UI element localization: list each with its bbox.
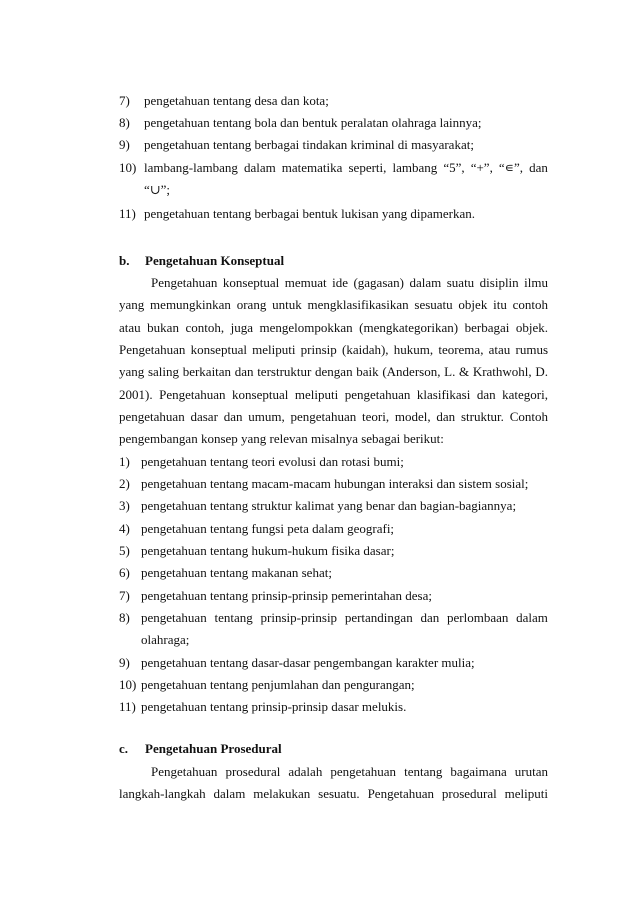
list-number: 3): [119, 498, 130, 513]
list-text: olahraga;: [141, 632, 190, 647]
list-text: “∪”;: [144, 182, 171, 197]
section-title: Pengetahuan Konseptual: [145, 253, 285, 268]
list-number: 9): [119, 137, 130, 152]
list-number: 7): [119, 588, 130, 603]
list-text: [144, 160, 548, 176]
list-number: 8): [119, 610, 130, 625]
word: pertandingan: [344, 610, 413, 625]
word: “+”,: [470, 160, 493, 175]
section-title: Pengetahuan Prosedural: [145, 741, 282, 756]
list-text: pengetahuan tentang berbagai tindakan kriminal di masyarakat;: [144, 137, 474, 152]
word: lambang: [392, 160, 438, 175]
paragraph-line: 2001). Pengetahuan konseptual meliputi pengetahuan klasifikasi dan kategori,: [119, 387, 548, 402]
list-number: 6): [119, 565, 130, 580]
list-text: pengetahuan tentang penjumlahan dan pengurangan;: [141, 677, 415, 692]
paragraph-line: pengetahuan dasar dan umum, pengetahuan teori, model, dan struktur. Contoh: [119, 409, 548, 424]
list-number: 9): [119, 655, 130, 670]
word: perlombaan: [447, 610, 509, 625]
word: pengetahuan: [141, 610, 207, 625]
word: matematika: [281, 160, 343, 175]
list-number: 10): [119, 160, 137, 175]
list-text: pengetahuan tentang desa dan kota;: [144, 93, 329, 108]
word: dan: [529, 160, 548, 175]
paragraph-line: yang memungkinkan orang untuk mengklasifikasikan sesuatu objek itu contoh: [119, 297, 548, 312]
list-number: 5): [119, 543, 130, 558]
list-text: pengetahuan tentang hukum-hukum fisika dasar;: [141, 543, 395, 558]
list-text: pengetahuan tentang prinsip-prinsip dasar melukis.: [141, 699, 407, 714]
list-text: pengetahuan tentang fungsi peta dalam geografi;: [141, 521, 395, 536]
list-number: 4): [119, 521, 130, 536]
list-number: 7): [119, 93, 130, 108]
list-text: pengetahuan tentang teori evolusi dan rotasi bumi;: [141, 454, 404, 469]
paragraph-line: atau bukan contoh, juga mengelompokkan (mengkategorikan) berbagai objek.: [119, 320, 548, 335]
word: prinsip-prinsip: [260, 610, 338, 625]
list-text: pengetahuan tentang struktur kalimat yang benar dan bagian-bagiannya;: [141, 498, 517, 513]
word: tentang: [214, 610, 253, 625]
word: “5”,: [443, 160, 465, 175]
list-text: pengetahuan tentang prinsip-prinsip pemerintahan desa;: [141, 588, 432, 603]
paragraph-line: Pengetahuan konseptual meliputi prinsip (kaidah), hukum, teorema, atau rumus: [119, 342, 548, 357]
word: dalam: [516, 610, 548, 625]
list-number: 2): [119, 476, 130, 491]
list-text: pengetahuan tentang bola dan bentuk peralatan olahraga lainnya;: [144, 115, 482, 130]
section-letter: b.: [119, 253, 130, 268]
list-number: 10): [119, 677, 137, 692]
paragraph-line: Pengetahuan konseptual memuat ide (gagasan) dalam suatu disiplin ilmu: [151, 275, 548, 290]
paragraph-line: pengembangan konsep yang relevan misalnya sebagai berikut:: [119, 431, 444, 446]
paragraph-line: yang saling berkaitan dan terstruktur dengan baik (Anderson, L. & Krathwohl, D.: [119, 364, 548, 379]
word: dan: [420, 610, 440, 625]
list-text: pengetahuan tentang makanan sehat;: [141, 565, 332, 580]
word: lambang-lambang: [144, 160, 238, 175]
list-text: [141, 610, 548, 626]
list-number: 11): [119, 699, 136, 714]
list-number: 11): [119, 206, 136, 221]
list-number: 8): [119, 115, 130, 130]
word: “∊”,: [498, 160, 524, 175]
list-text: pengetahuan tentang dasar-dasar pengembangan karakter mulia;: [141, 655, 475, 670]
list-text: pengetahuan tentang berbagai bentuk lukisan yang dipamerkan.: [144, 206, 476, 221]
word: dalam: [243, 160, 276, 175]
paragraph-line: Pengetahuan prosedural adalah pengetahuan tentang bagaimana urutan: [151, 764, 548, 779]
word: seperti,: [348, 160, 387, 175]
section-letter: c.: [119, 741, 129, 756]
list-text: pengetahuan tentang macam-macam hubungan interaksi dan sistem sosial;: [141, 476, 529, 491]
paragraph-line: langkah-langkah dalam melakukan sesuatu. Pengetahuan prosedural meliputi: [119, 786, 548, 801]
list-number: 1): [119, 454, 130, 469]
